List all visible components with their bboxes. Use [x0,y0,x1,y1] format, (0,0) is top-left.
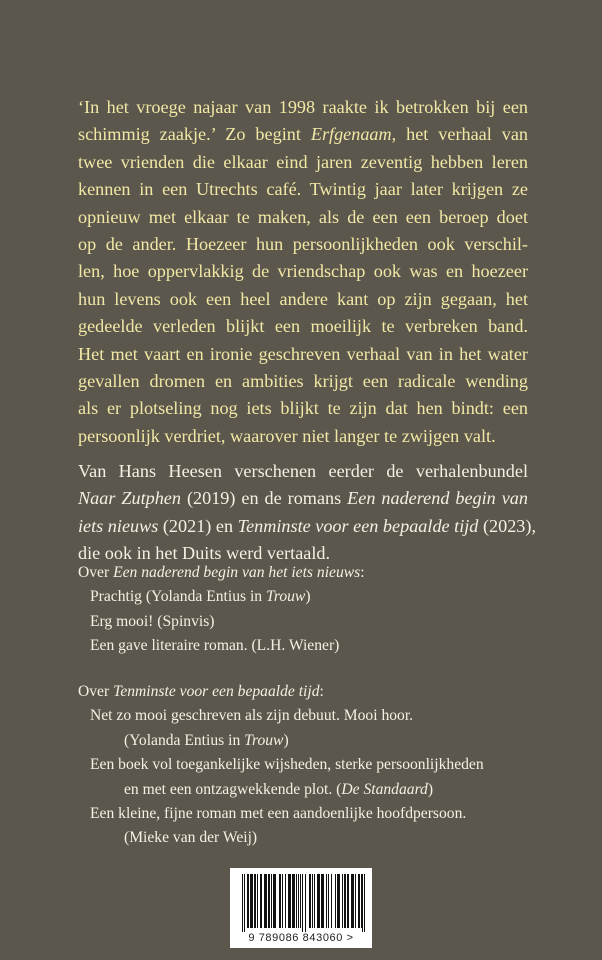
barcode-bar [251,874,252,928]
barcode-bar [247,874,248,928]
bio-line: die ook in het Duits werd vertaald. [78,543,331,564]
barcode-bar [318,874,319,928]
barcode-bar [361,874,362,928]
barcode-bar [359,874,360,928]
barcode-bar [265,874,266,928]
barcode-bar [266,874,267,928]
review-quote: Prachtig (Yolanda Entius in Trouw) [90,588,311,606]
blurb-line: schimmig zaakje.’ Zo begint Erfgenaam, het verhaal van [78,124,528,145]
barcode-bar [335,874,336,928]
reviews-first-book [78,561,538,659]
review-quote: Een kleine, fijne roman met een aandoenlijke hoofdpersoon. [90,805,467,823]
barcode-bars [230,868,372,932]
barcode-bar [337,874,338,928]
barcode-bar [269,874,270,928]
blurb-line: Het met vaart en ironie geschreven verhaal van in het water [78,343,528,364]
barcode-bar [271,874,272,928]
blurb-paragraph [78,94,528,450]
blurb-line: opnieuw met elkaar te maken, als de een een beroep doet [78,206,528,227]
review-quote-continued: en met een ontzagwekkende plot. (De Standaard) [124,780,434,798]
review-source: (Yolanda Entius in Trouw) [124,731,289,749]
barcode-bar [310,874,311,928]
barcode-bar [326,874,327,928]
barcode-bar [345,874,346,928]
barcode-bar [331,874,332,928]
barcode-bar [338,874,339,928]
blurb-line: op de ander. Hoezeer hun persoonlijkheden ook verschil- [78,234,528,255]
barcode-bar [250,874,251,928]
blurb-line: len, hoe oppervlakkig de vriendschap ook was en hoezeer [78,261,528,282]
barcode-bar [344,874,345,928]
barcode-bar [273,874,274,928]
barcode-bar [305,874,306,932]
barcode-bar [275,874,276,928]
barcode-bar [323,874,324,928]
barcode-bar [300,874,301,928]
barcode-bar [314,874,315,928]
barcode-bar [255,874,256,928]
barcode-bar [358,874,359,928]
barcode-bar [309,874,310,928]
reviews-heading: Over Een naderend begin van het iets nieuws: [78,564,365,581]
barcode-bar [264,874,265,928]
isbn-number: 9 789086 843060 > [248,932,354,944]
barcode-bar [293,874,294,928]
barcode-bar [353,874,354,928]
barcode-bar [339,874,340,928]
blurb-line: twee vrienden die elkaar eind jaren zeventig hebben leren [78,151,528,172]
blurb-line: hun levens ook een heel andere kant op zijn gegaan, het [78,288,528,309]
blurb-line: gevallen dromen en ambities krijgt een radicale wending [78,371,528,392]
blurb-line: kennen in een Utrechts café. Twintig jaar later krijgen ze [78,179,528,200]
barcode-bar [288,874,289,928]
barcode-bar [282,874,283,928]
barcode-bar [298,874,299,928]
review-quote: Net zo mooi geschreven als zijn debuut. Mooi hoor. [90,707,414,725]
barcode-bar [312,874,313,928]
barcode-bar [351,874,352,928]
barcode-bar [254,874,255,928]
barcode-bar [322,874,323,928]
barcode-bar [248,874,249,928]
barcode-bar [261,874,262,928]
barcode-bar [268,874,269,928]
barcode-bar [289,874,290,928]
barcode-bar [257,874,258,928]
barcode-bar [279,874,280,928]
barcode-bar [290,874,291,928]
barcode-bar [328,874,329,928]
barcode-bar [355,874,356,928]
barcode-bar [319,874,320,928]
barcode-bar [244,874,245,932]
barcode-bar [352,874,353,928]
author-bio [78,458,536,568]
barcode-bar [348,874,349,928]
blurb-line: als er plotseling nog iets blijkt te zijn dat hen bindt: een [78,398,528,419]
book-title: Erfgenaam [310,124,392,145]
bio-line: Van Hans Heesen verschenen eerder de verhalenbundel [78,461,528,481]
barcode-bar [317,874,318,928]
barcode-bar [302,874,303,932]
barcode-bar [242,874,243,932]
barcode-bar [364,874,365,932]
reviews-second-book [78,680,538,851]
isbn-barcode [230,868,372,948]
barcode-bar [260,874,261,928]
barcode-bar [296,874,297,928]
review-source: (Mieke van der Weij) [124,829,258,847]
barcode-bar [280,874,281,928]
blurb-line: persoonlijk verdriet, waarover niet langer te zwijgen valt. [78,425,496,446]
review-quote: Een gave literaire roman. (L.H. Wiener) [90,637,340,655]
bio-line: Naar Zutphen (2019) en de romans Een naderend begin van [78,488,528,509]
barcode-bar [321,874,322,928]
blurb-line: gedeelde verleden blijkt een moeilijk te verbreken band. [78,316,528,337]
bio-line: iets nieuws (2021) en Tenminste voor een bepaalde tijd (2023), [78,515,536,536]
barcode-bar [285,874,286,928]
barcode-bar [292,874,293,928]
barcode-bar [294,874,295,928]
barcode-bar [347,874,348,928]
barcode-bar [342,874,343,928]
barcode-bar [252,874,253,928]
review-quote: Een boek vol toegankelijke wijsheden, sterke persoonlijkheden [90,756,484,774]
barcode-bar [274,874,275,928]
barcode-bar [362,874,363,932]
review-quote: Erg mooi! (Spinvis) [90,612,215,630]
reviews-heading: Over Tenminste voor een bepaalde tijd: [78,683,324,700]
blurb-line: ‘In het vroege najaar van 1998 raakte ik betrokken bij een [78,97,528,117]
